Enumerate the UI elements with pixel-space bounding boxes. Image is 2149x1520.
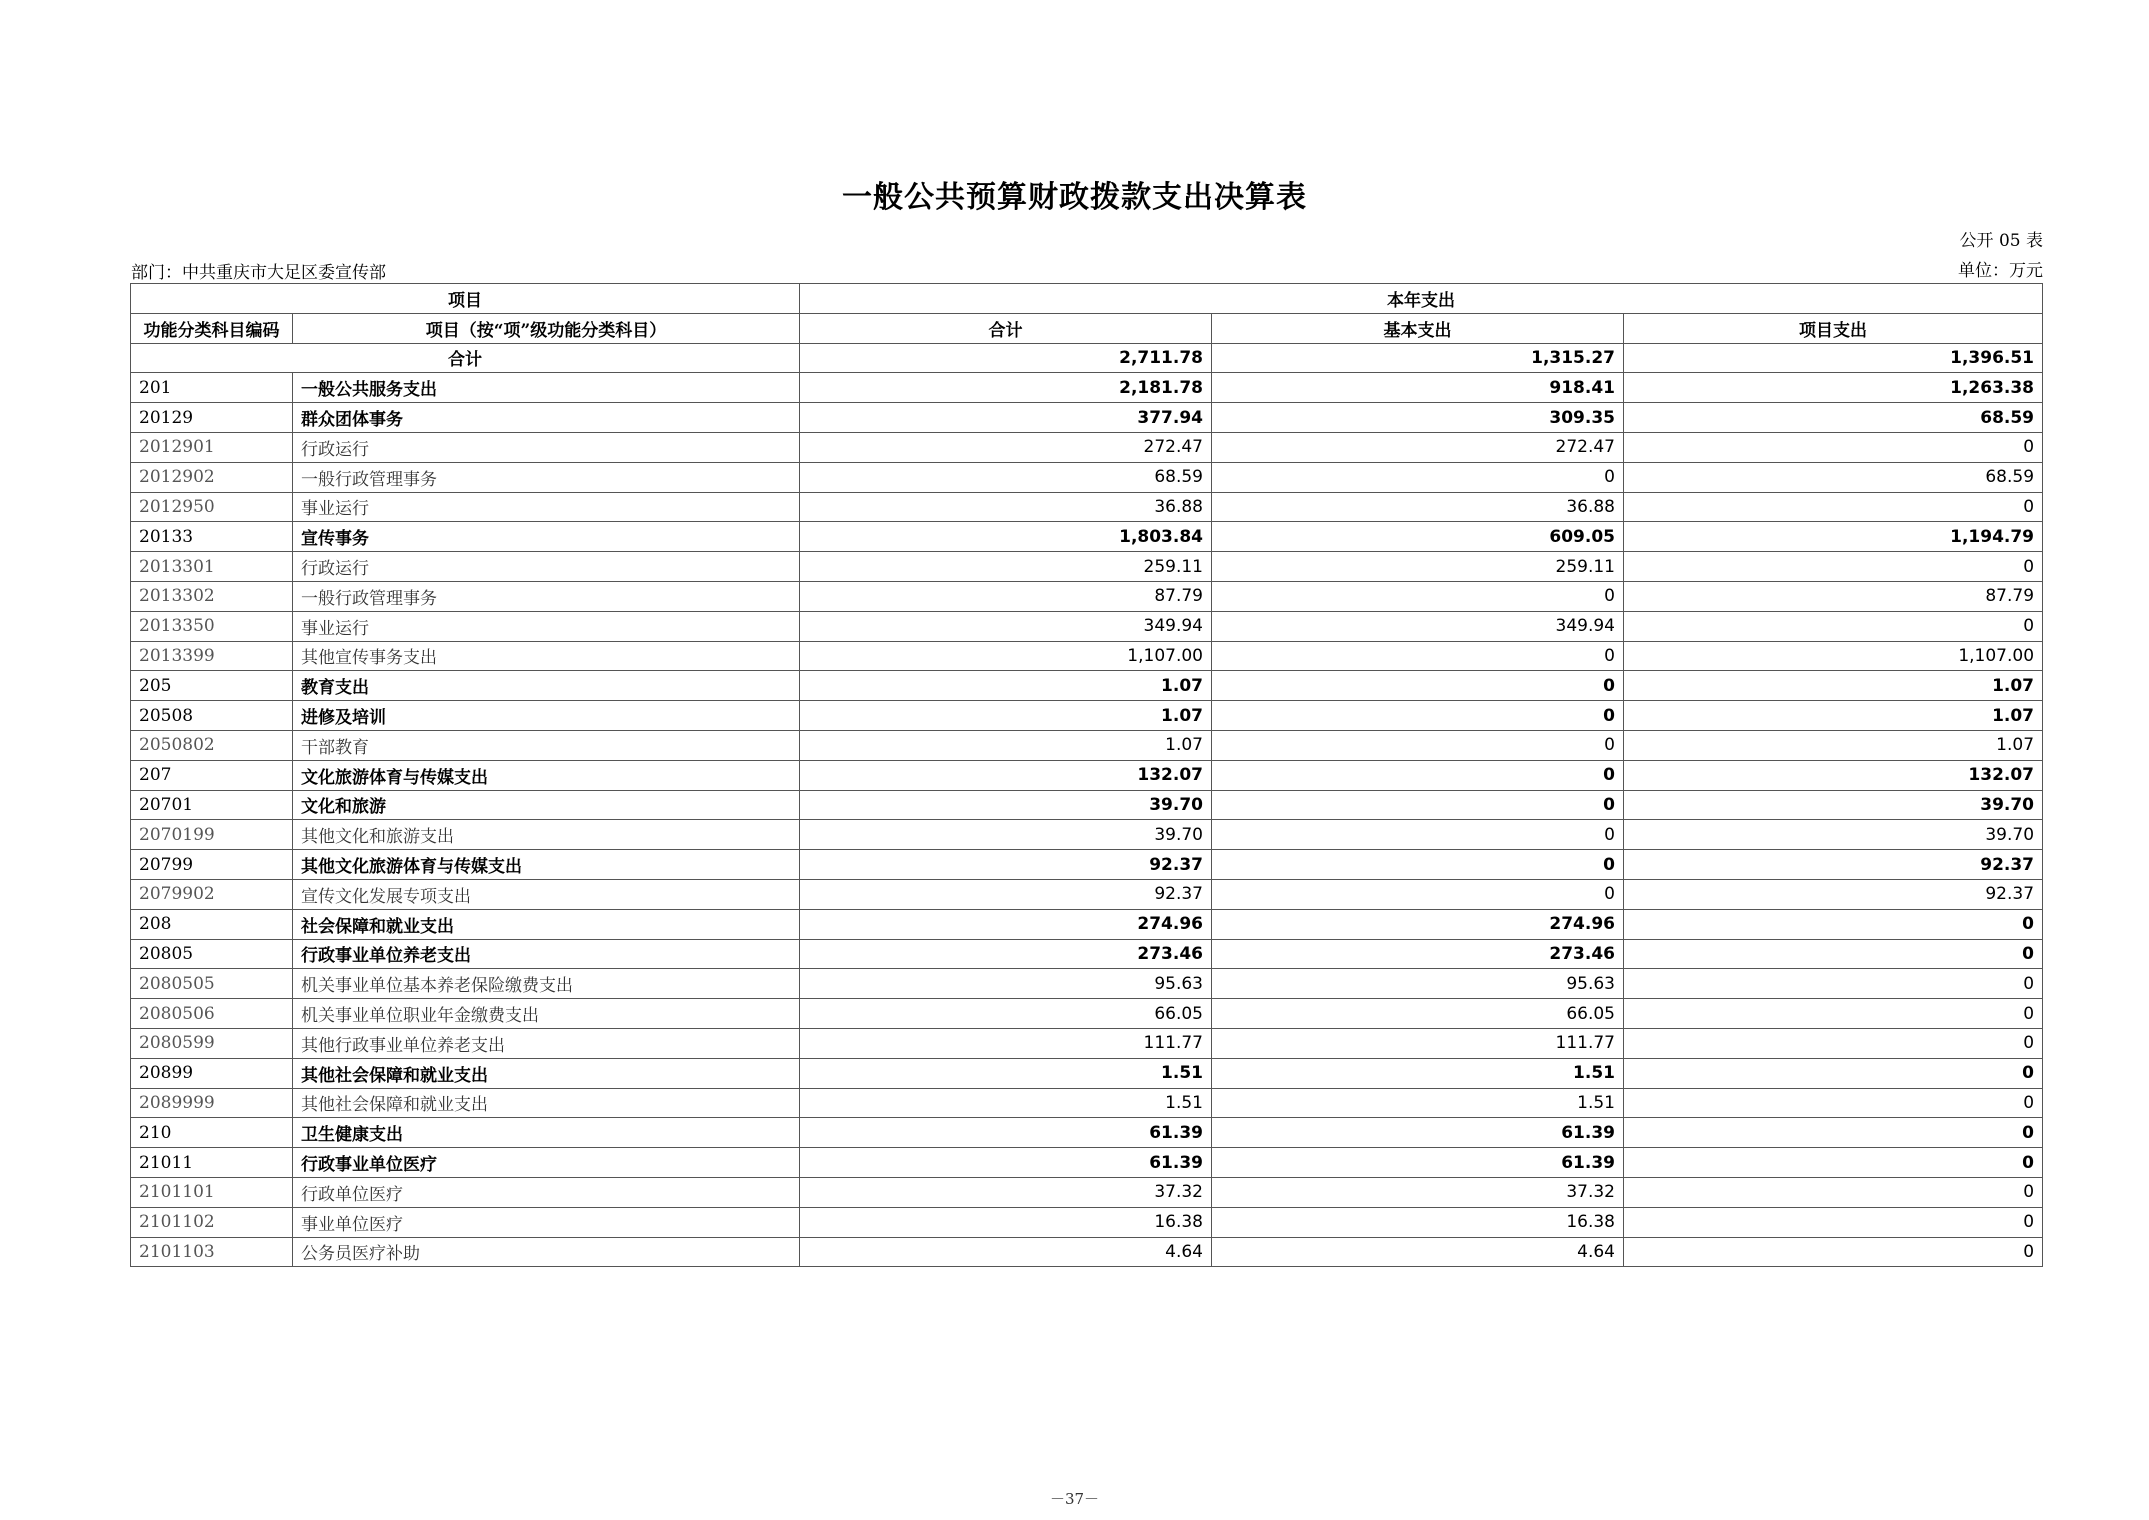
project-cell: 39.70 (1624, 790, 2043, 820)
table-row (131, 850, 2043, 880)
header-project: 项目支出 (1624, 313, 2043, 343)
basic-cell: 37.32 (1212, 1177, 1624, 1207)
total-cell: 66.05 (800, 999, 1212, 1029)
code-cell: 2080505 (131, 969, 293, 999)
total-cell: 349.94 (800, 611, 1212, 641)
total-cell: 4.64 (800, 1237, 1212, 1267)
code-cell: 2013399 (131, 641, 293, 671)
page-title: 一般公共预算财政拨款支出决算表 (842, 180, 1307, 215)
name-cell: 进修及培训 (293, 701, 800, 731)
basic-cell: 61.39 (1212, 1148, 1624, 1178)
basic-cell: 274.96 (1212, 909, 1624, 939)
table-row (131, 641, 2043, 671)
total-cell: 132.07 (800, 760, 1212, 790)
code-cell: 2079902 (131, 879, 293, 909)
total-cell: 259.11 (800, 552, 1212, 582)
table-row (131, 1177, 2043, 1207)
name-cell: 公务员医疗补助 (293, 1237, 800, 1267)
name-cell: 行政运行 (293, 552, 800, 582)
table-row (131, 432, 2043, 462)
code-cell: 2013302 (131, 581, 293, 611)
project-cell: 0 (1624, 1058, 2043, 1088)
project-cell: 0 (1624, 999, 2043, 1029)
name-cell: 行政事业单位养老支出 (293, 939, 800, 969)
table-row (131, 730, 2043, 760)
total-cell: 377.94 (800, 403, 1212, 433)
code-cell: 2012902 (131, 462, 293, 492)
total-cell: 68.59 (800, 462, 1212, 492)
table-row (131, 462, 2043, 492)
code-cell: 2070199 (131, 820, 293, 850)
total-cell: 39.70 (800, 820, 1212, 850)
header-basic: 基本支出 (1212, 313, 1624, 343)
total-row (131, 343, 2043, 373)
total-cell: 87.79 (800, 581, 1212, 611)
basic-cell: 918.41 (1212, 373, 1624, 403)
project-cell: 92.37 (1624, 879, 2043, 909)
table-row (131, 1148, 2043, 1178)
code-cell: 2080506 (131, 999, 293, 1029)
basic-cell: 4.64 (1212, 1237, 1624, 1267)
unit-label: 单位：万元 (1958, 261, 2043, 281)
project-cell: 1.07 (1624, 701, 2043, 731)
total-sum: 2,711.78 (800, 343, 1212, 373)
project-cell: 0 (1624, 611, 2043, 641)
project-cell: 0 (1624, 492, 2043, 522)
total-cell: 39.70 (800, 790, 1212, 820)
header-current-year: 本年支出 (800, 284, 2043, 314)
name-cell: 机关事业单位基本养老保险缴费支出 (293, 969, 800, 999)
name-cell: 一般行政管理事务 (293, 581, 800, 611)
project-cell: 0 (1624, 969, 2043, 999)
department-label: 部门：中共重庆市大足区委宣传部 (131, 263, 386, 283)
project-cell: 39.70 (1624, 820, 2043, 850)
total-cell: 92.37 (800, 879, 1212, 909)
basic-cell: 0 (1212, 581, 1624, 611)
code-cell: 20899 (131, 1058, 293, 1088)
name-cell: 其他文化旅游体育与传媒支出 (293, 850, 800, 880)
name-cell: 其他行政事业单位养老支出 (293, 1028, 800, 1058)
name-cell: 行政事业单位医疗 (293, 1148, 800, 1178)
project-cell: 87.79 (1624, 581, 2043, 611)
total-basic: 1,315.27 (1212, 343, 1624, 373)
table-row (131, 1058, 2043, 1088)
basic-cell: 111.77 (1212, 1028, 1624, 1058)
basic-cell: 0 (1212, 462, 1624, 492)
project-cell: 1,194.79 (1624, 522, 2043, 552)
basic-cell: 272.47 (1212, 432, 1624, 462)
project-cell: 1,263.38 (1624, 373, 2043, 403)
name-cell: 事业运行 (293, 611, 800, 641)
project-cell: 92.37 (1624, 850, 2043, 880)
project-cell: 68.59 (1624, 462, 2043, 492)
name-cell: 事业运行 (293, 492, 800, 522)
table-row (131, 1237, 2043, 1267)
total-label: 合计 (131, 343, 800, 373)
total-cell: 61.39 (800, 1118, 1212, 1148)
table-row (131, 522, 2043, 552)
table-row (131, 1118, 2043, 1148)
total-cell: 95.63 (800, 969, 1212, 999)
table-row (131, 492, 2043, 522)
total-cell: 37.32 (800, 1177, 1212, 1207)
basic-cell: 1.51 (1212, 1088, 1624, 1118)
table-row (131, 939, 2043, 969)
name-cell: 行政单位医疗 (293, 1177, 800, 1207)
table-row (131, 671, 2043, 701)
total-cell: 92.37 (800, 850, 1212, 880)
total-cell: 1.07 (800, 730, 1212, 760)
project-cell: 0 (1624, 1028, 2043, 1058)
name-cell: 其他文化和旅游支出 (293, 820, 800, 850)
total-cell: 274.96 (800, 909, 1212, 939)
code-cell: 2013301 (131, 552, 293, 582)
total-cell: 2,181.78 (800, 373, 1212, 403)
basic-cell: 349.94 (1212, 611, 1624, 641)
code-cell: 20799 (131, 850, 293, 880)
table-row (131, 790, 2043, 820)
project-cell: 132.07 (1624, 760, 2043, 790)
basic-cell: 1.51 (1212, 1058, 1624, 1088)
code-cell: 20129 (131, 403, 293, 433)
project-cell: 1.07 (1624, 730, 2043, 760)
basic-cell: 0 (1212, 850, 1624, 880)
table-row (131, 373, 2043, 403)
table-row (131, 820, 2043, 850)
name-cell: 文化和旅游 (293, 790, 800, 820)
name-cell: 卫生健康支出 (293, 1118, 800, 1148)
code-cell: 2101101 (131, 1177, 293, 1207)
code-cell: 20508 (131, 701, 293, 731)
name-cell: 其他社会保障和就业支出 (293, 1088, 800, 1118)
basic-cell: 0 (1212, 879, 1624, 909)
name-cell: 机关事业单位职业年金缴费支出 (293, 999, 800, 1029)
total-cell: 1.51 (800, 1058, 1212, 1088)
name-cell: 社会保障和就业支出 (293, 909, 800, 939)
header-code: 功能分类科目编码 (131, 313, 293, 343)
basic-cell: 0 (1212, 730, 1624, 760)
table-row (131, 611, 2043, 641)
header-item: 项目 (131, 284, 800, 314)
project-cell: 0 (1624, 939, 2043, 969)
total-cell: 111.77 (800, 1028, 1212, 1058)
total-cell: 16.38 (800, 1207, 1212, 1237)
project-cell: 0 (1624, 1207, 2043, 1237)
basic-cell: 259.11 (1212, 552, 1624, 582)
table-row (131, 909, 2043, 939)
basic-cell: 0 (1212, 760, 1624, 790)
code-cell: 2013350 (131, 611, 293, 641)
project-cell: 0 (1624, 1118, 2043, 1148)
table-row (131, 999, 2043, 1029)
code-cell: 2050802 (131, 730, 293, 760)
total-cell: 61.39 (800, 1148, 1212, 1178)
name-cell: 干部教育 (293, 730, 800, 760)
code-cell: 208 (131, 909, 293, 939)
table-row (131, 1028, 2043, 1058)
total-cell: 272.47 (800, 432, 1212, 462)
project-cell: 0 (1624, 552, 2043, 582)
basic-cell: 0 (1212, 671, 1624, 701)
project-cell: 0 (1624, 1177, 2043, 1207)
project-cell: 1.07 (1624, 671, 2043, 701)
code-cell: 207 (131, 760, 293, 790)
name-cell: 一般公共服务支出 (293, 373, 800, 403)
table-row (131, 760, 2043, 790)
project-cell: 0 (1624, 1237, 2043, 1267)
code-cell: 210 (131, 1118, 293, 1148)
total-cell: 1.07 (800, 701, 1212, 731)
basic-cell: 95.63 (1212, 969, 1624, 999)
code-cell: 2012901 (131, 432, 293, 462)
table-row (131, 969, 2043, 999)
basic-cell: 0 (1212, 641, 1624, 671)
total-cell: 1,803.84 (800, 522, 1212, 552)
project-cell: 0 (1624, 1148, 2043, 1178)
project-cell: 68.59 (1624, 403, 2043, 433)
project-cell: 0 (1624, 432, 2043, 462)
code-cell: 201 (131, 373, 293, 403)
basic-cell: 61.39 (1212, 1118, 1624, 1148)
total-cell: 273.46 (800, 939, 1212, 969)
name-cell: 其他社会保障和就业支出 (293, 1058, 800, 1088)
basic-cell: 609.05 (1212, 522, 1624, 552)
code-cell: 20805 (131, 939, 293, 969)
code-cell: 20701 (131, 790, 293, 820)
page-number: －37－ (1049, 1490, 1100, 1508)
basic-cell: 0 (1212, 820, 1624, 850)
basic-cell: 273.46 (1212, 939, 1624, 969)
total-project: 1,396.51 (1624, 343, 2043, 373)
project-cell: 0 (1624, 1088, 2043, 1118)
code-cell: 2101102 (131, 1207, 293, 1237)
basic-cell: 36.88 (1212, 492, 1624, 522)
table-row (131, 552, 2043, 582)
basic-cell: 0 (1212, 790, 1624, 820)
code-cell: 20133 (131, 522, 293, 552)
name-cell: 宣传文化发展专项支出 (293, 879, 800, 909)
basic-cell: 16.38 (1212, 1207, 1624, 1237)
code-cell: 2080599 (131, 1028, 293, 1058)
basic-cell: 0 (1212, 701, 1624, 731)
table-row (131, 879, 2043, 909)
name-cell: 一般行政管理事务 (293, 462, 800, 492)
code-cell: 205 (131, 671, 293, 701)
code-cell: 2101103 (131, 1237, 293, 1267)
total-cell: 1.07 (800, 671, 1212, 701)
name-cell: 教育支出 (293, 671, 800, 701)
table-row (131, 1088, 2043, 1118)
name-cell: 文化旅游体育与传媒支出 (293, 760, 800, 790)
name-cell: 群众团体事务 (293, 403, 800, 433)
basic-cell: 66.05 (1212, 999, 1624, 1029)
table-row (131, 581, 2043, 611)
code-cell: 2012950 (131, 492, 293, 522)
table-row (131, 701, 2043, 731)
project-cell: 0 (1624, 909, 2043, 939)
total-cell: 1,107.00 (800, 641, 1212, 671)
table-number: 公开 05 表 (1959, 231, 2043, 251)
table-row (131, 1207, 2043, 1237)
name-cell: 宣传事务 (293, 522, 800, 552)
name-cell: 行政运行 (293, 432, 800, 462)
total-cell: 36.88 (800, 492, 1212, 522)
code-cell: 21011 (131, 1148, 293, 1178)
expenditure-table (130, 283, 2043, 1267)
header-name: 项目（按“项”级功能分类科目） (293, 313, 800, 343)
basic-cell: 309.35 (1212, 403, 1624, 433)
header-total: 合计 (800, 313, 1212, 343)
name-cell: 事业单位医疗 (293, 1207, 800, 1237)
table-row (131, 403, 2043, 433)
name-cell: 其他宣传事务支出 (293, 641, 800, 671)
total-cell: 1.51 (800, 1088, 1212, 1118)
project-cell: 1,107.00 (1624, 641, 2043, 671)
code-cell: 2089999 (131, 1088, 293, 1118)
